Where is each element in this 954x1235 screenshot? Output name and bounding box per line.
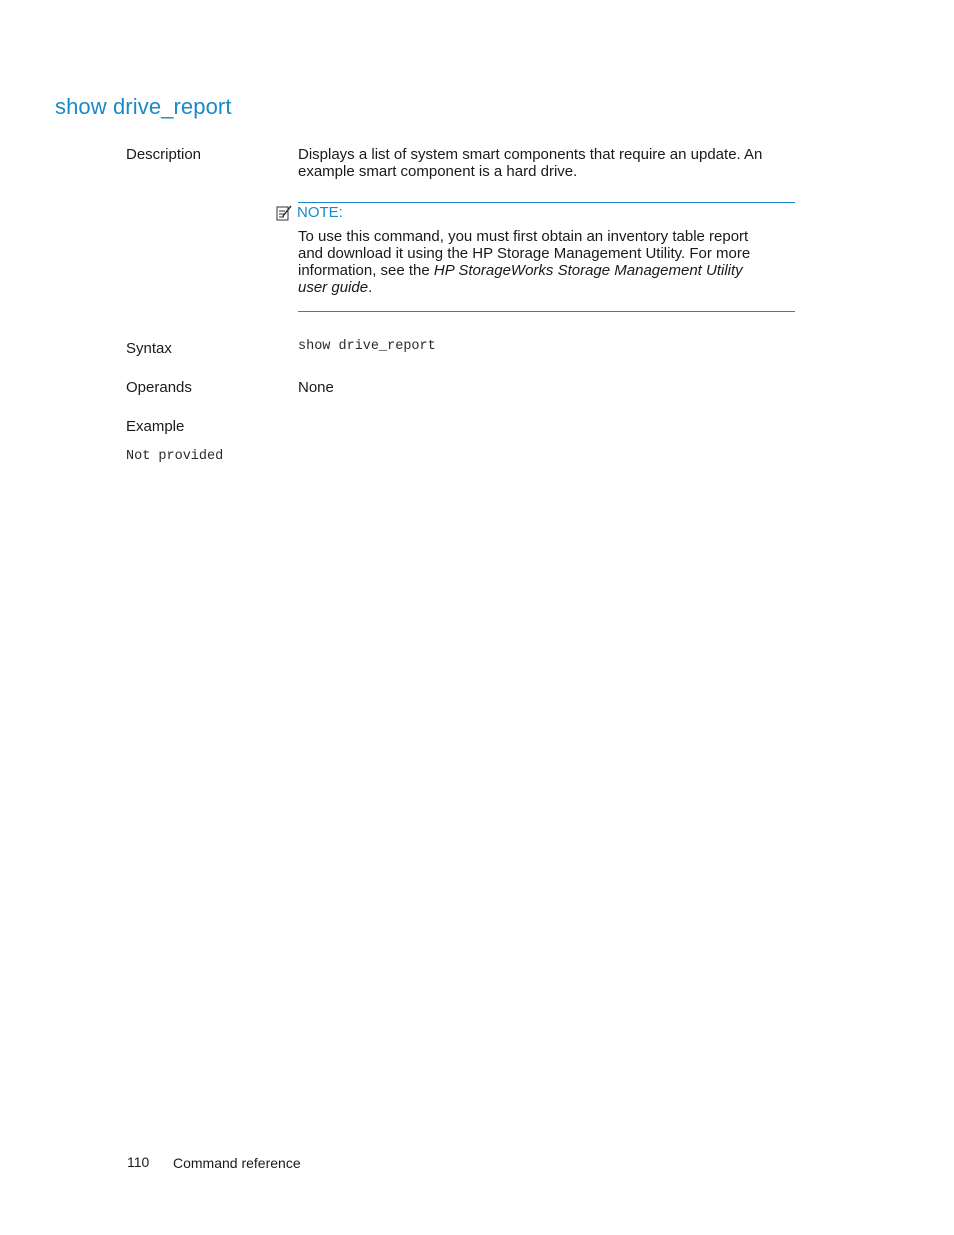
note-text-before: To use this command, you must first obtain an inventory table report and download it using the HP Storage Management Utility. For more information, see the bbox=[298, 228, 751, 279]
note-pencil-icon bbox=[276, 205, 293, 221]
page-title: show drive_report bbox=[55, 94, 232, 119]
description-text: Displays a list of system smart components that require an update. An example smart component is a hard drive. bbox=[298, 146, 763, 180]
operands-label: Operands bbox=[126, 379, 192, 396]
footer-section-title: Command reference bbox=[173, 1155, 301, 1171]
example-code: Not provided bbox=[126, 449, 224, 464]
note-text bbox=[298, 228, 773, 296]
example-label: Example bbox=[126, 418, 185, 435]
note-header bbox=[276, 204, 343, 221]
operands-value: None bbox=[298, 379, 334, 396]
syntax-label: Syntax bbox=[126, 340, 172, 357]
note-label: NOTE: bbox=[297, 204, 343, 221]
note-text-after: . bbox=[368, 279, 373, 296]
description-label: Description bbox=[126, 146, 202, 163]
note-top-rule bbox=[298, 202, 795, 203]
syntax-code: show drive_report bbox=[298, 339, 436, 354]
note-text-italic: HP StorageWorks Storage Management Utility user guide bbox=[298, 262, 743, 296]
note-bottom-rule bbox=[298, 311, 795, 312]
page-number: 110 bbox=[127, 1154, 150, 1170]
